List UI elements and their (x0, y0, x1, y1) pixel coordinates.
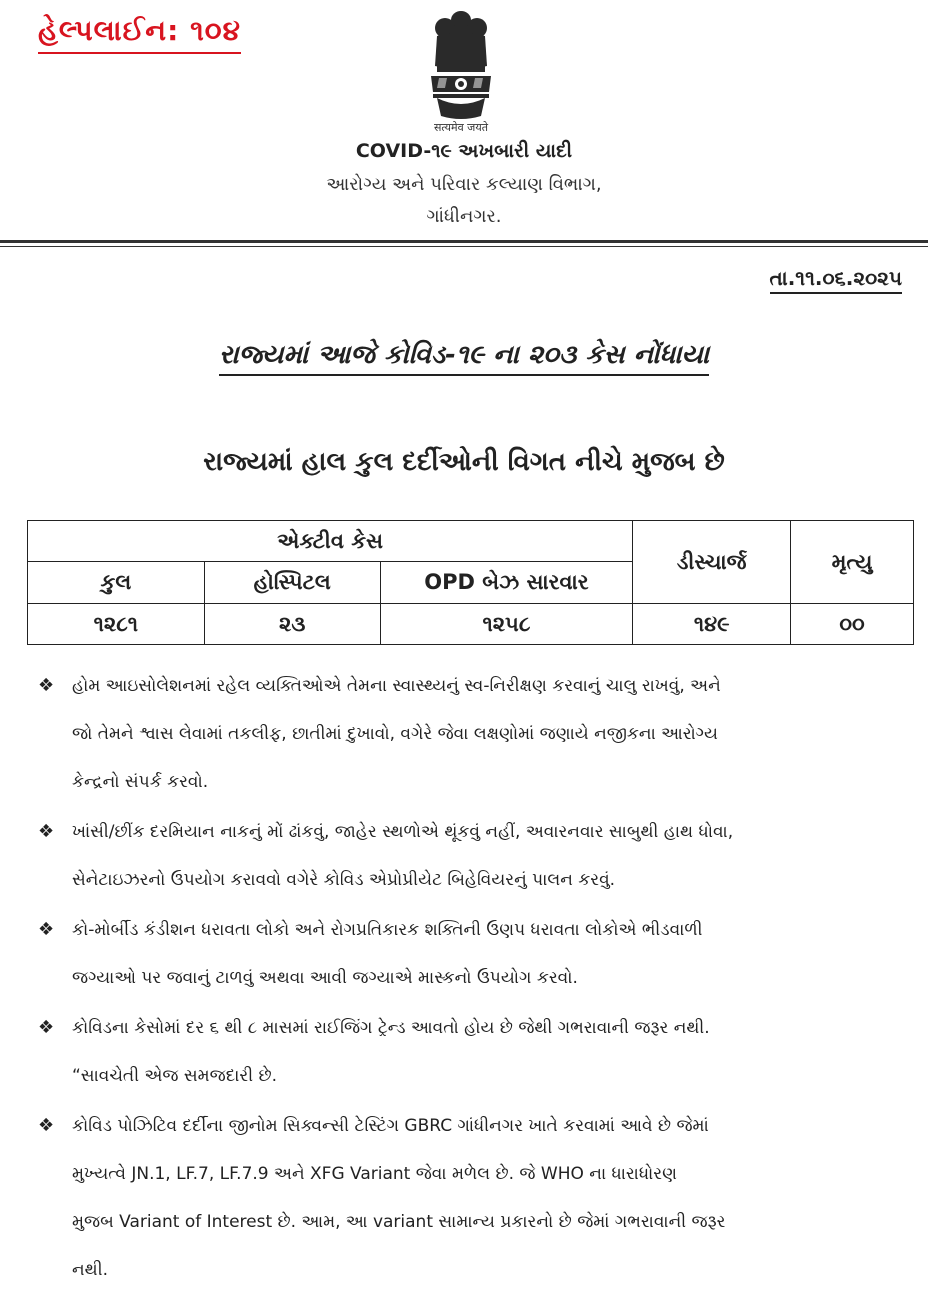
total-value: ૧૨૮૧ (28, 604, 205, 645)
opd-value: ૧૨૫૮ (380, 604, 633, 645)
bullet-line: જગ્યાઓ પર જવાનું ટાળવું અથવા આવી જગ્યાએ માસ્કનો ઉપયોગ કરવો. (72, 968, 578, 988)
death-header: મૃત્યુ (791, 521, 914, 604)
header-divider-thin (0, 246, 928, 247)
discharge-value: ૧૪૯ (633, 604, 791, 645)
diamond-bullet-icon: ❖ (38, 919, 55, 940)
advisory-list (38, 662, 904, 1294)
bullet-line: જો તેમને શ્વાસ લેવામાં તકલીફ, છાતીમાં દુખાવો, વગેરે જેવા લક્ષણોમાં જણાયે નજીકના આરોગ્ય (72, 724, 718, 744)
list-item (38, 906, 904, 1002)
emblem-motto: सत्यमेव जयते (433, 121, 488, 134)
bullet-line: કેન્દ્રનો સંપર્ક કરવો. (72, 772, 209, 792)
death-value: ૦૦ (791, 604, 914, 645)
list-item (38, 1102, 904, 1294)
press-release-title: COVID-૧૯ અખબારી યાદી (355, 140, 573, 162)
bullet-line: “સાવચેતી એજ સમજદારી છે. (72, 1066, 278, 1086)
bullet-line: ખાંસી/છીંક દરમિયાન નાકનું મોં ઢાંકવું, જાહેર સ્થળોએ થૂંકવું નહીં, અવારનવાર સાબુથી હાથ ધોવા, (72, 822, 734, 842)
release-date: તા.૧૧.૦૬.૨૦૨૫ (770, 266, 902, 294)
list-item (38, 662, 904, 806)
bullet-line: મુખ્યત્વે JN.1, LF.7, LF.7.9 અને XFG Variant જેવા મળેલ છે. જે WHO ના ધારાધોરણ (72, 1164, 677, 1184)
hospital-value: ૨૩ (204, 604, 380, 645)
patient-stats-table (27, 520, 914, 645)
city-name: ગાંધીનગર. (426, 206, 502, 227)
bullet-line: કો-મોર્બીડ કંડીશન ધરાવતા લોકો અને રોગપ્રતિકારક શક્તિની ઉણપ ધરાવતા લોકોએ ભીડવાળી (72, 920, 703, 940)
diamond-bullet-icon: ❖ (38, 675, 55, 696)
bullet-line: નથી. (72, 1260, 108, 1280)
bullet-line: મુજબ Variant of Interest છે. આમ, આ variant સામાન્ય પ્રકારનો છે જેમાં ગભરાવાની જરૂર (72, 1212, 726, 1232)
bullet-line: કોવિડના કેસોમાં દર ૬ થી ૮ માસમાં રાઈજિંગ ટ્રેન્ડ આવતો હોય છે જેથી ગભરાવાની જરૂર નથી. (72, 1018, 710, 1038)
diamond-bullet-icon: ❖ (38, 821, 55, 842)
discharge-header: ડીસ્ચાર્જ (633, 521, 791, 604)
table-header-row (28, 521, 914, 562)
bullet-line: કોવિડ પોઝિટિવ દર્દીના જીનોમ સિક્વન્સી ટેસ્ટિંગ GBRC ગાંધીનગર ખાતે કરવામાં આવે છે જેમાં (72, 1116, 709, 1136)
table-row (28, 604, 914, 645)
total-header: કુલ (28, 562, 205, 604)
hospital-header: હોસ્પિટલ (204, 562, 380, 604)
subheading: રાજ્યમાં હાલ કુલ દર્દીઓની વિગત નીચે મુજબ છે (203, 447, 725, 477)
headline (0, 340, 928, 371)
helpline-label: હેલ્પલાઈન: ૧૦૪ (38, 14, 241, 54)
list-item (38, 808, 904, 904)
active-cases-header: એક્ટીવ કેસ (28, 521, 633, 562)
diamond-bullet-icon: ❖ (38, 1017, 55, 1038)
diamond-bullet-icon: ❖ (38, 1115, 55, 1136)
opd-header: OPD બેઝ સારવાર (380, 562, 633, 604)
department-name: આરોગ્ય અને પરિવાર કલ્યાણ વિભાગ, (326, 174, 602, 195)
bullet-line: સેનેટાઇઝરનો ઉપયોગ કરાવવો વગેરે કોવિડ એપ્રોપ્રીયેટ બિહેવિયરનું પાલન કરવું. (72, 870, 616, 890)
ashoka-emblem-icon (417, 6, 505, 138)
list-item (38, 1004, 904, 1100)
header-divider (0, 240, 928, 243)
headline-text: રાજ્યમાં આજે કોવિડ-૧૯ ના ૨૦૩ કેસ નોંધાયા (219, 340, 709, 376)
bullet-line: હોમ આઇસોલેશનમાં રહેલ વ્યક્તિઓએ તેમના સ્વાસ્થ્યનું સ્વ-નિરીક્ષણ કરવાનું ચાલુ રાખવું, અને (72, 676, 721, 696)
